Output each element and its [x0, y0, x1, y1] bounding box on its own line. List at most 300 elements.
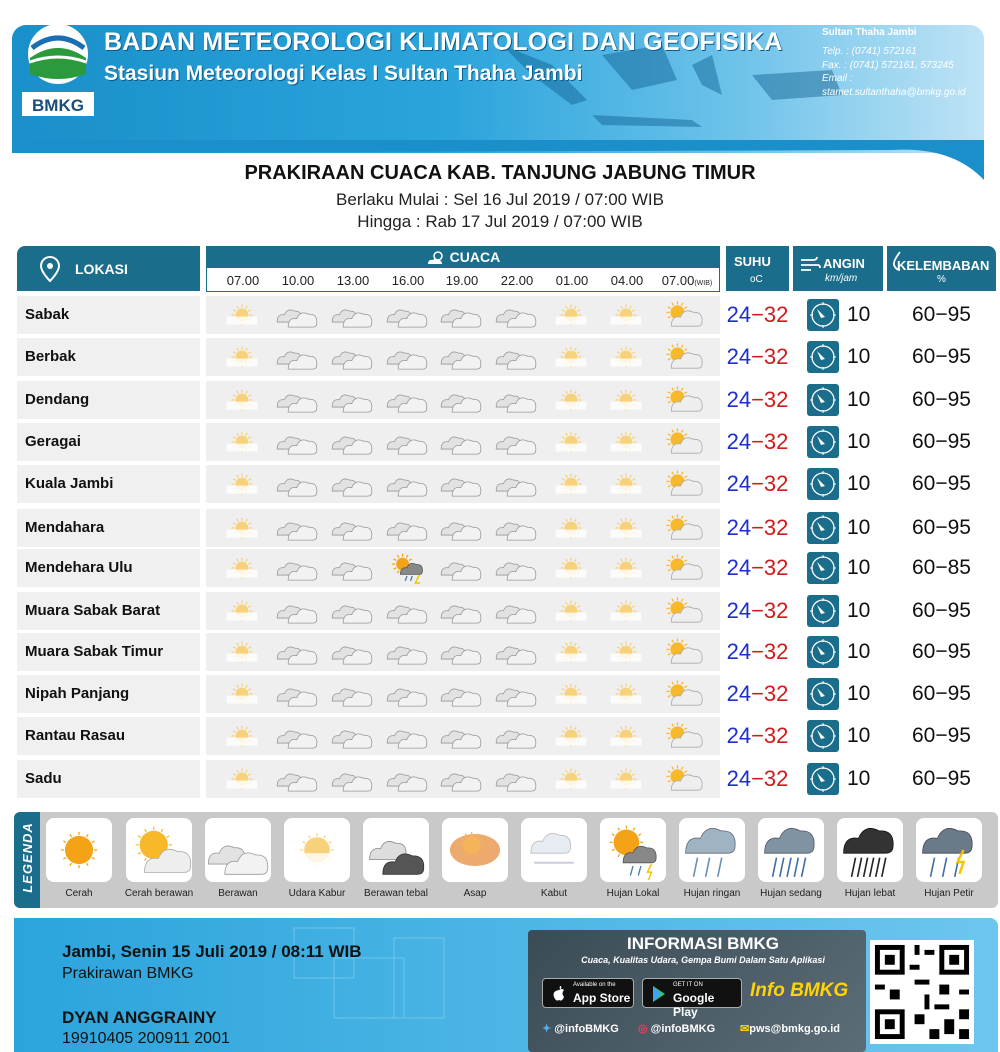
wind: [793, 381, 883, 419]
wind-direction-icon: [807, 299, 839, 331]
legend-label-text: Asap: [463, 888, 487, 899]
weather-berawan-icon: [439, 678, 483, 710]
weather-berawan-tebal-icon: [363, 818, 429, 882]
weather-cerah-berawan-icon: [659, 512, 703, 544]
header-kelembaban: [887, 246, 996, 291]
weather-berawan-icon: [439, 341, 483, 373]
wind-direction-icon: [807, 636, 839, 668]
legend-item: [41, 818, 117, 899]
legend-item: [832, 818, 908, 899]
humidity: 60−95: [887, 338, 996, 376]
weather-berawan-icon: [494, 512, 538, 544]
weather-udara-kabur-icon: [604, 636, 648, 668]
weather-berawan-icon: [385, 595, 429, 627]
forecaster-nip: 19910405 200911 2001: [62, 1030, 230, 1047]
instagram-text: @infoBMKG: [650, 1023, 716, 1035]
legend-icon-box: [205, 818, 271, 882]
weather-cells: [206, 423, 720, 461]
contact-fax: Fax. : (0741) 572161, 573245: [822, 59, 954, 71]
forecaster-role: Prakirawan BMKG: [62, 965, 194, 982]
temp-min: 24: [726, 555, 752, 580]
weather-berawan-icon: [330, 636, 374, 668]
temperature: [726, 423, 789, 461]
location-name: Dendang: [17, 381, 200, 419]
header-kel-unit: %: [937, 274, 946, 285]
weather-cells: [206, 717, 720, 755]
header-suhu-unit: oC: [750, 274, 763, 285]
weather-berawan-icon: [439, 552, 483, 584]
wind-direction-icon: [807, 341, 839, 373]
weather-berawan-icon: [385, 341, 429, 373]
weather-udara-kabur-icon: [220, 552, 264, 584]
humidity: 60−95: [887, 760, 996, 798]
weather-cells: [206, 296, 720, 334]
weather-cerah-berawan-icon: [659, 595, 703, 627]
time-label: 22.00: [500, 273, 534, 288]
page-title: PRAKIRAAN CUACA KAB. TANJUNG JABUNG TIMUR: [244, 162, 756, 184]
weather-berawan-icon: [275, 678, 319, 710]
legend-label: LEGENDA: [19, 822, 35, 893]
legend-label-text: Kabut: [540, 888, 568, 899]
google-play-icon: [651, 985, 667, 1003]
weather-cells: [206, 675, 720, 713]
weather-cells: [206, 760, 720, 798]
weather-berawan-icon: [330, 468, 374, 500]
temp-max: 32: [763, 387, 789, 412]
weather-cerah-berawan-icon: [659, 426, 703, 458]
weather-udara-kabur-icon: [549, 678, 593, 710]
temp-sep: −: [751, 515, 764, 540]
wind-speed: 10: [847, 640, 871, 663]
temp-min: 24: [726, 471, 752, 496]
weather-hujan-lebat-icon: [837, 818, 903, 882]
weather-cerah-icon: [46, 818, 112, 882]
wind-speed: 10: [847, 516, 871, 539]
instagram-icon: ◎: [638, 1023, 648, 1035]
weather-berawan-icon: [439, 299, 483, 331]
app-store-small: Available on the: [573, 982, 616, 988]
wind-direction-icon: [807, 552, 839, 584]
weather-berawan-icon: [275, 341, 319, 373]
legend-icon-box: [600, 818, 666, 882]
legend-label-text: Udara Kabur: [288, 888, 346, 899]
location-name: Muara Sabak Timur: [17, 633, 200, 671]
temp-sep: −: [751, 723, 764, 748]
weather-berawan-icon: [494, 678, 538, 710]
temp-sep: −: [751, 429, 764, 454]
wind-direction-icon: [807, 384, 839, 416]
weather-berawan-icon: [439, 763, 483, 795]
contact-line2: Sultan Thaha Jambi: [822, 26, 917, 38]
legend-item: [279, 818, 355, 899]
instagram-handle[interactable]: [638, 1022, 715, 1035]
weather-cells: [206, 509, 720, 547]
legend-icon-box: [363, 818, 429, 882]
temperature: [726, 296, 789, 334]
humidity: 60−85: [887, 549, 996, 587]
wind-direction-icon: [807, 678, 839, 710]
temp-max: 32: [763, 639, 789, 664]
wind: [793, 633, 883, 671]
legend-item: [911, 818, 987, 899]
time-label: 01.00: [555, 273, 589, 288]
wind-direction-icon: [807, 720, 839, 752]
time-header-row: [206, 268, 720, 292]
weather-berawan-icon: [494, 636, 538, 668]
wind-direction-icon: [807, 512, 839, 544]
humidity: 60−95: [887, 592, 996, 630]
location-name: Mendahara: [17, 509, 200, 547]
weather-cerah-berawan-icon: [659, 468, 703, 500]
weather-berawan-icon: [494, 552, 538, 584]
weather-udara-kabur-icon: [220, 299, 264, 331]
table-row: [17, 509, 996, 547]
legend-label-text: Berawan tebal: [364, 888, 428, 899]
legend-item: [595, 818, 671, 899]
table-row: [17, 381, 996, 419]
wind-speed: 10: [847, 303, 871, 326]
weather-berawan-icon: [275, 512, 319, 544]
time-label: 04.00: [610, 273, 644, 288]
temperature: [726, 381, 789, 419]
weather-berawan-icon: [494, 341, 538, 373]
temp-min: 24: [726, 639, 752, 664]
weather-cells: [206, 592, 720, 630]
weather-berawan-icon: [275, 763, 319, 795]
contact-email-label: Email :: [822, 73, 853, 84]
weather-berawan-icon: [439, 384, 483, 416]
mail-icon: ✉: [740, 1023, 750, 1035]
weather-cerah-berawan-icon: [126, 818, 192, 882]
location-pin-icon: [39, 256, 61, 282]
legend-label-text: Hujan Petir: [924, 888, 974, 899]
header-suhu-label: SUHU: [734, 254, 771, 269]
wind-direction-icon: [807, 468, 839, 500]
time-label: [655, 273, 719, 288]
weather-udara-kabur-icon: [549, 512, 593, 544]
time-label-text: 07.00: [661, 273, 695, 288]
location-name: Geragai: [17, 423, 200, 461]
wind-direction-icon: [807, 763, 839, 795]
wind: [793, 338, 883, 376]
table-row: [17, 592, 996, 630]
temp-sep: −: [751, 598, 764, 623]
weather-berawan-icon: [439, 468, 483, 500]
legend-item: [200, 818, 276, 899]
weather-hujan-ringan-icon: [679, 818, 745, 882]
weather-berawan-icon: [275, 552, 319, 584]
station-name: Stasiun Meteorologi Kelas I Sultan Thaha Jambi: [104, 62, 583, 85]
temperature: [726, 549, 789, 587]
temp-max: 32: [763, 723, 789, 748]
info-bmkg-app-name: Info BMKG: [750, 980, 849, 1001]
contact-line1: Bandar Udara: [822, 13, 888, 24]
weather-berawan-icon: [439, 426, 483, 458]
humidity: 60−95: [887, 296, 996, 334]
bmkg-logo: [22, 18, 94, 118]
weather-cerah-berawan-icon: [659, 341, 703, 373]
temp-sep: −: [751, 344, 764, 369]
weather-berawan-icon: [330, 299, 374, 331]
location-name: Muara Sabak Barat: [17, 592, 200, 630]
time-label: 07.00: [226, 273, 260, 288]
google-play-button[interactable]: [642, 978, 742, 1019]
weather-udara-kabur-icon: [604, 426, 648, 458]
wind-speed: 10: [847, 724, 871, 747]
weather-berawan-icon: [275, 299, 319, 331]
legend-label-text: Berawan: [218, 888, 258, 899]
weather-udara-kabur-icon: [549, 552, 593, 584]
table-row: [17, 633, 996, 671]
weather-udara-kabur-icon: [549, 595, 593, 627]
wind: [793, 592, 883, 630]
wind: [793, 717, 883, 755]
weather-berawan-icon: [385, 468, 429, 500]
location-name: Sabak: [17, 296, 200, 334]
wind: [793, 423, 883, 461]
weather-berawan-icon: [205, 818, 271, 882]
wind-direction-icon: [807, 595, 839, 627]
weather-udara-kabur-icon: [549, 468, 593, 500]
temperature: [726, 592, 789, 630]
wind-speed: 10: [847, 682, 871, 705]
weather-berawan-icon: [439, 636, 483, 668]
wind: [793, 296, 883, 334]
apple-icon: [551, 985, 567, 1003]
google-play-label: Google Play: [673, 991, 715, 1019]
wind: [793, 675, 883, 713]
legend-label-text: Hujan Lokal: [606, 888, 660, 899]
table-row: [17, 717, 996, 755]
legend-item: [121, 818, 197, 899]
temperature: [726, 338, 789, 376]
weather-udara-kabur-icon: [604, 468, 648, 500]
temp-max: 32: [763, 681, 789, 706]
weather-udara-kabur-icon: [604, 552, 648, 584]
weather-berawan-icon: [330, 426, 374, 458]
temp-max: 32: [763, 598, 789, 623]
legend-icon-box: [758, 818, 824, 882]
location-name: Nipah Panjang: [17, 675, 200, 713]
weather-udara-kabur-icon: [549, 763, 593, 795]
weather-udara-kabur-icon: [604, 595, 648, 627]
table-row: [17, 760, 996, 798]
legend-icon-box: [837, 818, 903, 882]
weather-kabut-icon: [521, 818, 587, 882]
temperature: [726, 717, 789, 755]
weather-udara-kabur-icon: [604, 384, 648, 416]
legend-icon-box: [284, 818, 350, 882]
header-lokasi-label: LOKASI: [75, 260, 128, 277]
location-name: Kuala Jambi: [17, 465, 200, 503]
weather-cerah-berawan-icon: [659, 384, 703, 416]
app-store-button[interactable]: [542, 978, 634, 1008]
temp-sep: −: [751, 766, 764, 791]
contact-email[interactable]: stamet.sultanthaha@bmkg.go.id: [822, 86, 966, 98]
weather-hujan-lokal-icon: [600, 818, 666, 882]
wind-direction-icon: [807, 426, 839, 458]
weather-cells: [206, 633, 720, 671]
weather-hujan-petir-icon: [916, 818, 982, 882]
email-link[interactable]: [740, 1022, 840, 1035]
weather-berawan-icon: [385, 384, 429, 416]
weather-berawan-icon: [494, 720, 538, 752]
weather-udara-kabur-icon: [220, 636, 264, 668]
valid-from: Berlaku Mulai : Sel 16 Jul 2019 / 07:00 WIB: [336, 190, 664, 209]
legend-icon-box: [679, 818, 745, 882]
table-row: [17, 296, 996, 334]
wind: [793, 465, 883, 503]
wind-icon: [799, 254, 821, 274]
legend-label-text: Hujan sedang: [760, 888, 822, 899]
weather-cells: [206, 381, 720, 419]
weather-berawan-icon: [330, 678, 374, 710]
issue-date: Jambi, Senin 15 Juli 2019 / 08:11 WIB: [62, 942, 362, 961]
temp-min: 24: [726, 723, 752, 748]
weather-cerah-berawan-icon: [659, 299, 703, 331]
weather-berawan-icon: [439, 512, 483, 544]
weather-asap-icon: [442, 818, 508, 882]
wind-speed: 10: [847, 430, 871, 453]
contact-block: [822, 12, 966, 99]
weather-berawan-icon: [385, 678, 429, 710]
legend-icon-box: [442, 818, 508, 882]
weather-udara-kabur-icon: [604, 299, 648, 331]
weather-udara-kabur-icon: [604, 720, 648, 752]
temp-max: 32: [763, 429, 789, 454]
legend-item: [674, 818, 750, 899]
humidity: 60−95: [887, 381, 996, 419]
legend-label-text: Hujan lebat: [844, 888, 896, 899]
temp-sep: −: [751, 471, 764, 496]
temp-max: 32: [763, 471, 789, 496]
weather-udara-kabur-icon: [220, 595, 264, 627]
weather-udara-kabur-icon: [220, 341, 264, 373]
weather-hujan-sedang-icon: [758, 818, 824, 882]
legend-label-strip: [14, 812, 40, 908]
temp-min: 24: [726, 515, 752, 540]
header-angin: [793, 246, 883, 291]
temp-sep: −: [751, 555, 764, 580]
weather-berawan-icon: [494, 299, 538, 331]
time-suffix: (WIB): [694, 280, 713, 287]
temp-max: 32: [763, 766, 789, 791]
org-name: BADAN METEOROLOGI KLIMATOLOGI DAN GEOFISIKA: [104, 28, 783, 56]
time-label: 10.00: [281, 273, 315, 288]
weather-berawan-icon: [439, 595, 483, 627]
twitter-icon: ✦: [542, 1023, 552, 1035]
weather-berawan-icon: [439, 720, 483, 752]
temp-min: 24: [726, 598, 752, 623]
location-name: Sadu: [17, 760, 200, 798]
weather-berawan-icon: [275, 468, 319, 500]
weather-berawan-icon: [494, 426, 538, 458]
weather-berawan-icon: [494, 763, 538, 795]
weather-berawan-icon: [494, 384, 538, 416]
temp-sep: −: [751, 681, 764, 706]
header-cuaca: [206, 246, 720, 268]
weather-berawan-icon: [330, 384, 374, 416]
temperature: [726, 633, 789, 671]
wind-speed: 10: [847, 767, 871, 790]
wind: [793, 760, 883, 798]
twitter-handle[interactable]: [542, 1022, 619, 1035]
table-row: [17, 675, 996, 713]
wind-speed: 10: [847, 599, 871, 622]
wind-speed: 10: [847, 556, 871, 579]
table-row: [17, 338, 996, 376]
weather-berawan-icon: [330, 552, 374, 584]
weather-berawan-icon: [494, 595, 538, 627]
weather-berawan-icon: [385, 636, 429, 668]
weather-berawan-icon: [330, 595, 374, 627]
header-angin-unit: km/jam: [825, 273, 858, 284]
temp-sep: −: [751, 639, 764, 664]
weather-udara-kabur-icon: [220, 763, 264, 795]
humidity: 60−95: [887, 509, 996, 547]
weather-udara-kabur-icon: [284, 818, 350, 882]
temperature: [726, 509, 789, 547]
weather-udara-kabur-icon: [604, 678, 648, 710]
weather-udara-kabur-icon: [549, 720, 593, 752]
weather-berawan-icon: [275, 595, 319, 627]
header-suhu: [726, 246, 789, 291]
legend-icon-box: [521, 818, 587, 882]
weather-berawan-icon: [275, 426, 319, 458]
weather-berawan-icon: [385, 720, 429, 752]
qr-code[interactable]: [870, 940, 974, 1044]
weather-udara-kabur-icon: [604, 763, 648, 795]
weather-berawan-icon: [385, 763, 429, 795]
legend-icon-box: [916, 818, 982, 882]
weather-udara-kabur-icon: [220, 468, 264, 500]
legend-item: [437, 818, 513, 899]
weather-udara-kabur-icon: [604, 341, 648, 373]
weather-berawan-icon: [385, 512, 429, 544]
temp-max: 32: [763, 344, 789, 369]
location-name: Mendehara Ulu: [17, 549, 200, 587]
weather-udara-kabur-icon: [549, 299, 593, 331]
weather-udara-kabur-icon: [220, 720, 264, 752]
header-kel-label: KELEMBABAN: [897, 258, 990, 273]
legend-label-text: Cerah: [65, 888, 93, 899]
wind-speed: 10: [847, 472, 871, 495]
temp-min: 24: [726, 429, 752, 454]
weather-cerah-berawan-icon: [659, 636, 703, 668]
weather-udara-kabur-icon: [220, 384, 264, 416]
weather-udara-kabur-icon: [549, 384, 593, 416]
twitter-text: @infoBMKG: [554, 1023, 619, 1035]
table-row: [17, 465, 996, 503]
temp-min: 24: [726, 302, 752, 327]
weather-berawan-icon: [385, 299, 429, 331]
weather-berawan-icon: [494, 468, 538, 500]
weather-cells: [206, 465, 720, 503]
wind: [793, 509, 883, 547]
qr-code-graphic: [870, 940, 974, 1044]
weather-udara-kabur-icon: [604, 512, 648, 544]
header-lokasi: [17, 246, 200, 291]
temp-min: 24: [726, 681, 752, 706]
temp-sep: −: [751, 387, 764, 412]
humidity: 60−95: [887, 633, 996, 671]
legend-label-text: Hujan ringan: [683, 888, 741, 899]
temp-sep: −: [751, 302, 764, 327]
weather-berawan-icon: [330, 512, 374, 544]
weather-cerah-berawan-icon: [659, 720, 703, 752]
weather-cells: [206, 549, 720, 587]
app-store-label: App Store: [573, 991, 631, 1005]
